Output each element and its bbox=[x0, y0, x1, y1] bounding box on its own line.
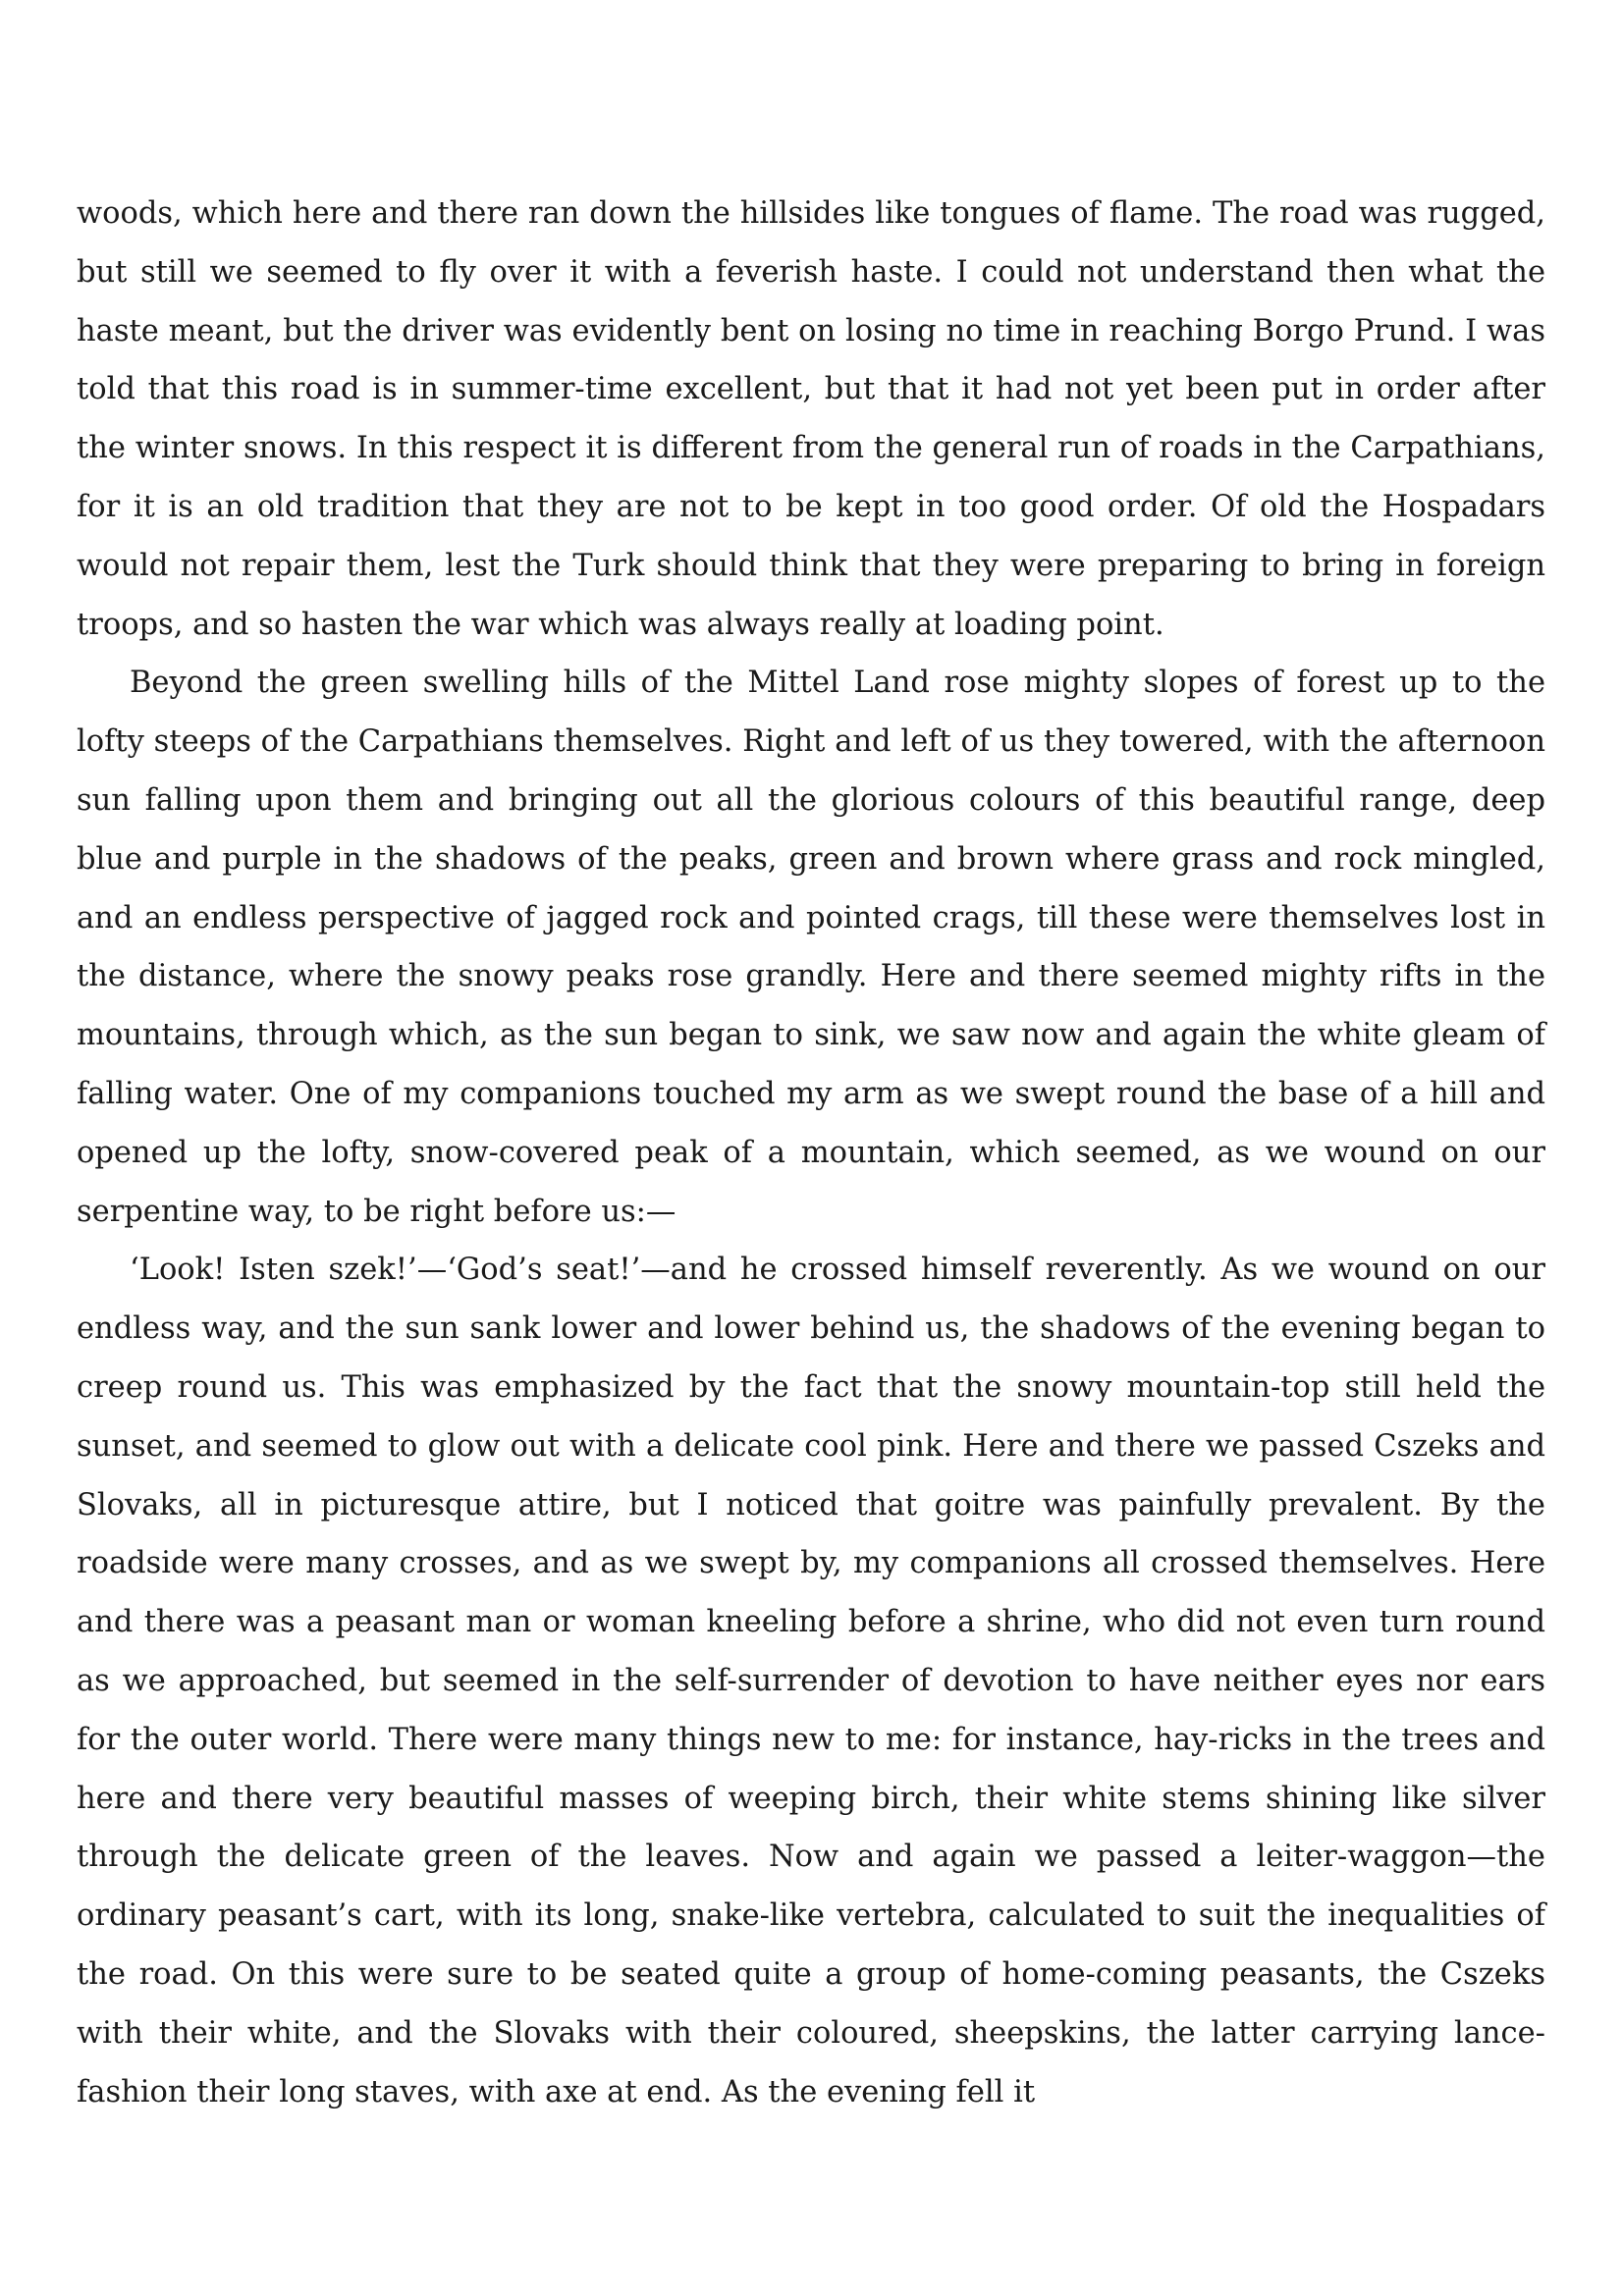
paragraph-carpathians: Beyond the green swelling hills of the Mittel Land rose mighty slopes of forest up to the lofty steeps of the Carpathians themselves. Right and left of us they towered, with the afternoon sun falling upon them and bringing out all the glorious colours of this beautiful range, deep blue and purple in the shadows of the peaks, green and brown where grass and rock mingled, and an endless perspective of jagged rock and pointed crags, till these were themselves lost in the distance, where the snowy peaks rose grandly. Here and there seemed mighty rifts in the mountains, through which, as the sun began to sink, we saw now and again the white gleam of falling water. One of my companions touched my arm as we swept round the base of a hill and opened up the lofty, snow-covered peak of a mountain, which seemed, as we wound on our serpentine way, to be right before us:— bbox=[77, 666, 1545, 1229]
paragraph-isten-szek: ‘Look! Isten szek!’—‘God’s seat!’—and he crossed himself reverently. As we wound on our endless way, and the sun sank lower and lower behind us, the shadows of the evening began to creep round us. This was emphasized by the fact that the snowy mountain-top still held the sunset, and seemed to glow out with a delicate cool pink. Here and there we passed Cszeks and Slovaks, all in picturesque attire, but I noticed that goitre was painfully prevalent. By the roadside were many crosses, and as we swept by, my companions all crossed themselves. Here and there was a peasant man or woman kneeling before a shrine, who did not even turn round as we approached, but seemed in the self-surrender of devotion to have neither eyes nor ears for the outer world. There were many things new to me: for instance, hay-ricks in the trees and here and there very beautiful masses of weeping birch, their white stems shining like silver through the delicate green of the leaves. Now and again we passed a leiter-waggon—the ordinary peasant’s cart, with its long, snake-like vertebra, calculated to suit the inequalities of the road. On this were sure to be seated quite a group of home-coming peasants, the Cszeks with their white, and the Slovaks with their coloured, sheepskins, the latter carrying lance-fashion their long staves, with axe at end. As the evening fell it bbox=[77, 1253, 1545, 2109]
body-text bbox=[77, 185, 1545, 2121]
paragraph-continued: woods, which here and there ran down the hillsides like tongues of flame. The road was rugged, but still we seemed to fly over it with a feverish haste. I could not understand then what the haste meant, but the driver was evidently bent on losing no time in reaching Borgo Prund. I was told that this road is in summer-time excellent, but that it had not yet been put in order after the winter snows. In this respect it is different from the general run of roads in the Carpathians, for it is an old tradition that they are not to be kept in too good order. Of old the Hospadars would not repair them, lest the Turk should think that they were preparing to bring in foreign troops, and so hasten the war which was always really at loading point. bbox=[77, 196, 1545, 642]
